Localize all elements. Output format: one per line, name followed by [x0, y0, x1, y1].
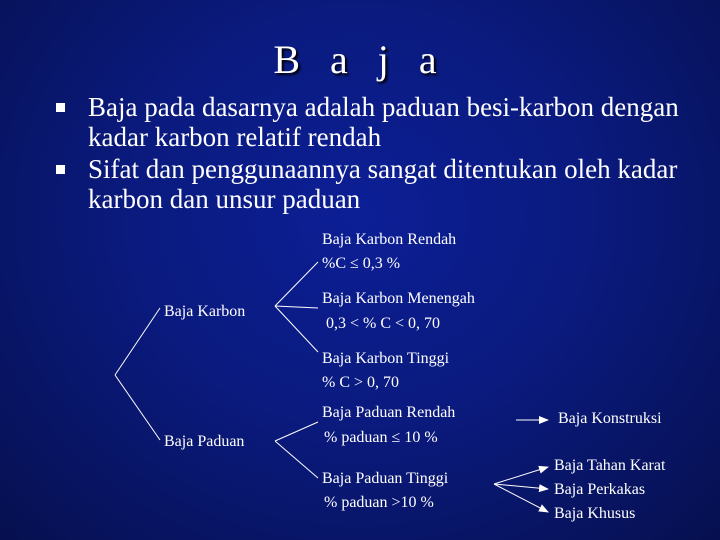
connector-line — [275, 306, 318, 352]
paduan-tinggi-label: Baja Paduan Tinggi — [322, 470, 449, 487]
karbon-tinggi-label: Baja Karbon Tinggi — [322, 350, 450, 367]
karbon-menengah-range: 0,3 < % C < 0, 70 — [326, 315, 441, 332]
bullet-text: Baja pada dasarnya adalah paduan besi-karbon dengan kadar karbon relatif rendah — [88, 92, 679, 152]
paduan-rendah-label: Baja Paduan Rendah — [322, 404, 456, 421]
connector-line — [275, 262, 318, 306]
paduan-rendah-range: % paduan ≤ 10 % — [324, 429, 438, 446]
connector-line — [115, 375, 160, 440]
slide-title: B a j a — [273, 37, 447, 82]
baja-konstruksi-label: Baja Konstruksi — [558, 410, 662, 427]
connector-line — [275, 441, 318, 478]
baja-karbon-label: Baja Karbon — [164, 303, 246, 320]
bullet-text: Sifat dan penggunaannya sangat ditentukan oleh kadar karbon dan unsur paduan — [88, 154, 678, 214]
connector-line — [275, 306, 318, 308]
karbon-rendah-range: %C ≤ 0,3 % — [322, 255, 401, 272]
baja-khusus-label: Baja Khusus — [554, 505, 636, 522]
arrow-up-right-icon — [494, 467, 548, 484]
baja-paduan-label: Baja Paduan — [164, 433, 245, 450]
karbon-tinggi-range: % C > 0, 70 — [322, 374, 400, 391]
karbon-rendah-label: Baja Karbon Rendah — [322, 231, 457, 248]
connector-line — [275, 422, 318, 441]
karbon-menengah-label: Baja Karbon Menengah — [322, 290, 475, 307]
connector-line — [115, 308, 160, 375]
paduan-tinggi-range: % paduan >10 % — [324, 494, 434, 511]
baja-perkakas-label: Baja Perkakas — [554, 481, 646, 498]
baja-tahan-karat-label: Baja Tahan Karat — [554, 457, 666, 474]
